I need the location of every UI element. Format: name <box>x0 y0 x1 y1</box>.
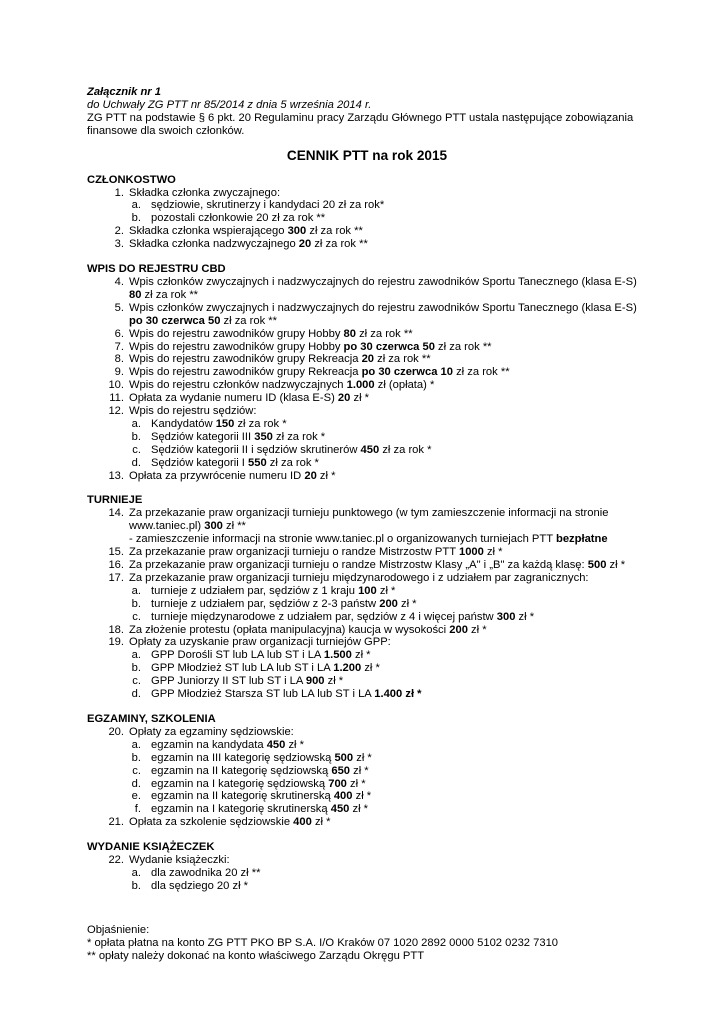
text-segment: zł * <box>361 662 380 675</box>
item-number: d. <box>131 456 141 469</box>
text-segment: Wpis do rejestru zawodników grupy Hobby <box>129 340 344 353</box>
list-item <box>87 559 647 572</box>
item-text <box>87 353 647 366</box>
item-text <box>87 444 647 457</box>
text-segment: Wpis do rejestru zawodników grupy Rekreacja <box>129 366 362 379</box>
item-number: 13. <box>108 469 124 482</box>
item-number: d. <box>131 688 141 701</box>
explanation-heading: Objaśnienie: <box>87 924 150 936</box>
text-segment: zł * <box>349 803 369 816</box>
text-segment: turnieje z udziałem par, sędziów z 1 kraju <box>151 584 359 597</box>
text-segment: zł * <box>350 764 369 777</box>
item-text <box>87 752 647 765</box>
list-item <box>87 572 647 585</box>
item-text <box>87 238 647 251</box>
text-segment: egzamin na I kategorię sędziowską <box>151 777 329 790</box>
text-segment: Opłaty za uzyskanie praw organizacji turniejów GPP: <box>129 636 391 649</box>
text-segment: Sędziów kategorii II i sędziów skrutinerów <box>151 443 361 456</box>
sub-item <box>87 212 647 225</box>
section <box>87 713 647 829</box>
price-value: po 30 czerwca 10 <box>361 366 453 379</box>
document-page <box>87 86 647 893</box>
item-number: b. <box>131 212 141 225</box>
text-segment: zł * <box>351 649 371 662</box>
price-value: 900 <box>305 675 325 688</box>
text-segment: zł * <box>483 546 503 559</box>
section-heading: TURNIEJE <box>87 494 143 507</box>
item-text <box>87 559 647 572</box>
item-text <box>87 739 647 752</box>
text-segment: Wpis członków zwyczajnych i nadzwyczajnych do rejestru zawodników Sportu Tanecznego (klasa E-S) <box>129 275 637 288</box>
price-value: 200 <box>379 597 398 610</box>
text-segment: zł za rok * <box>379 443 432 456</box>
item-number: 22. <box>108 854 124 867</box>
price-value: po 30 czerwca 50 <box>343 340 435 353</box>
text-segment: zł * <box>311 816 331 829</box>
item-text <box>87 675 647 688</box>
text-segment: zł ** <box>222 520 246 533</box>
sub-item <box>87 611 647 624</box>
item-text <box>87 405 647 418</box>
sub-item <box>87 418 647 431</box>
price-value: 500 <box>587 559 607 571</box>
price-value: 80 <box>129 288 142 301</box>
sub-item <box>87 675 647 688</box>
item-number: d. <box>131 777 141 790</box>
list-item <box>87 392 647 405</box>
text-segment: turnieje międzynarodowe z udziałem par, sędziów z 4 i więcej państw <box>151 610 497 623</box>
text-segment: Sędziów kategorii III <box>151 430 255 443</box>
sub-item <box>87 662 647 675</box>
section <box>87 841 647 893</box>
text-segment: zł * <box>346 777 366 790</box>
item-number: c. <box>132 443 141 456</box>
text-segment: Wpis członków zwyczajnych i nadzwyczajnych do rejestru zawodników Sportu Tanecznego (klasa E-S) <box>129 301 637 314</box>
list-item <box>87 636 647 649</box>
annex-title: Załącznik nr 1 <box>87 86 161 98</box>
item-number: a. <box>131 584 141 597</box>
text-segment: Kandydatów <box>151 417 216 430</box>
sub-item <box>87 688 647 701</box>
item-number: b. <box>131 662 141 675</box>
item-text <box>87 867 647 880</box>
sub-item <box>87 649 647 662</box>
item-number: b. <box>131 879 141 892</box>
text-segment: egzamin na kandydata <box>151 738 267 751</box>
text-segment: zł za rok * <box>272 430 326 443</box>
text-segment: GPP Juniorzy II ST lub ST i LA <box>151 675 306 688</box>
item-text <box>87 816 647 829</box>
text-segment: zł za rok * <box>266 456 319 469</box>
text-segment: Za przekazanie praw organizacji turnieju o randze Mistrzostw PTT <box>129 546 459 559</box>
price-value: 80 <box>343 327 356 340</box>
item-number: b. <box>131 430 141 443</box>
text-segment: Wpis do rejestru zawodników grupy Hobby <box>129 327 344 340</box>
text-segment: turnieje z udziałem par, sędziów z 2-3 państw <box>151 597 380 610</box>
text-segment: zł * <box>376 584 396 597</box>
text-segment: Składka członka zwyczajnego: <box>129 186 281 199</box>
price-value: bezpłatne <box>555 533 608 546</box>
list-item <box>87 379 647 392</box>
text-segment: zł za rok ** <box>141 288 199 301</box>
item-number: e. <box>131 790 141 803</box>
text-segment: Opłata za przywrócenie numeru ID <box>129 469 305 482</box>
section <box>87 263 647 482</box>
item-number: 20. <box>108 725 124 738</box>
price-value: 400 <box>293 816 312 829</box>
text-segment: zł za rok ** <box>311 238 368 251</box>
item-text <box>87 225 647 238</box>
item-text <box>87 457 647 470</box>
sub-item <box>87 585 647 598</box>
sub-item <box>87 457 647 470</box>
text-segment: Za przekazanie praw organizacji turnieju o randze Mistrzostw Klasy „A" i „B" za każdą klasę: <box>129 559 588 571</box>
text-segment: zł * <box>350 392 370 405</box>
text-segment: zł * <box>353 751 372 764</box>
sub-item <box>87 752 647 765</box>
item-number: c. <box>132 610 141 623</box>
item-text <box>87 533 647 546</box>
item-text <box>87 546 647 559</box>
list-item <box>87 187 647 200</box>
text-segment: GPP Młodzież Starsza ST lub LA lub ST i LA <box>151 688 375 701</box>
price-value: 450 <box>360 443 380 456</box>
item-text <box>87 880 647 893</box>
list-item <box>87 533 647 546</box>
explanation-block <box>87 924 647 963</box>
price-value: 20 <box>337 392 351 405</box>
text-segment: Składka członka wspierającego <box>129 225 288 238</box>
text-segment: Wpis do rejestru sędziów: <box>129 405 257 418</box>
item-number: b. <box>131 751 141 764</box>
item-text <box>87 328 647 341</box>
text-segment: zł za rok ** <box>306 225 363 238</box>
price-value: 20 <box>298 238 312 251</box>
list-item <box>87 366 647 379</box>
sub-item <box>87 199 647 212</box>
item-number: 14. <box>108 507 124 520</box>
item-text <box>87 507 647 533</box>
list-item <box>87 624 647 637</box>
item-text <box>87 379 647 392</box>
list-item <box>87 507 647 533</box>
document-title: CENNIK PTT na rok 2015 <box>286 147 448 163</box>
text-segment: zł * <box>352 790 372 803</box>
price-value: 300 <box>496 610 516 623</box>
section-heading: WYDANIE KSIĄŻECZEK <box>87 841 215 854</box>
price-value: 100 <box>358 584 377 597</box>
item-number: a. <box>131 649 141 662</box>
item-number: 8. <box>114 353 124 366</box>
text-segment: zł * <box>397 597 417 610</box>
text-segment: zł za rok ** <box>374 353 431 366</box>
list-item <box>87 470 647 483</box>
price-value: 450 <box>330 803 350 816</box>
text-segment: dla sędziego 20 zł * <box>151 879 249 892</box>
text-segment: zł * <box>467 623 487 636</box>
price-value: 350 <box>254 430 273 443</box>
item-number: b. <box>131 597 141 610</box>
sub-item <box>87 765 647 778</box>
section-heading: EGZAMINY, SZKOLENIA <box>87 712 216 725</box>
item-number: a. <box>131 199 141 212</box>
text-segment: Wpis do rejestru członków nadzwyczajnych <box>129 379 347 392</box>
item-text <box>87 778 647 791</box>
section-heading: WPIS DO REJESTRU CBD <box>87 263 226 276</box>
text-segment: Sędziów kategorii I <box>151 456 249 469</box>
price-value: 20 <box>361 353 375 366</box>
text-segment: zł * <box>316 469 336 482</box>
text-segment: Wydanie książeczki: <box>129 854 230 867</box>
text-segment: GPP Dorośli ST lub LA lub ST i LA <box>151 649 324 662</box>
sub-item <box>87 803 647 816</box>
item-text <box>87 212 647 225</box>
item-number: a. <box>131 738 141 751</box>
list-item <box>87 353 647 366</box>
item-text <box>87 790 647 803</box>
section-heading: CZŁONKOSTWO <box>87 173 176 186</box>
item-number: 2. <box>114 225 124 238</box>
resolution-reference: do Uchwały ZG PTT nr 85/2014 z dnia 5 września 2014 r. <box>87 98 372 111</box>
price-value: 1.200 <box>333 662 362 675</box>
price-value: 550 <box>248 456 267 469</box>
item-number: 10. <box>108 379 124 392</box>
sub-item <box>87 598 647 611</box>
item-text <box>87 636 647 649</box>
list-item <box>87 302 647 328</box>
item-text <box>87 662 647 675</box>
item-text <box>87 276 647 302</box>
item-text <box>87 366 647 379</box>
sub-item <box>87 880 647 893</box>
item-number: 11. <box>109 392 124 405</box>
item-number: c. <box>132 764 141 777</box>
sub-item <box>87 867 647 880</box>
list-item <box>87 276 647 302</box>
item-number: 9. <box>114 366 124 379</box>
item-number: 3. <box>114 238 124 251</box>
list-item <box>87 405 647 418</box>
item-number: 16. <box>108 559 124 571</box>
text-segment: Opłaty za egzaminy sędziowskie: <box>129 725 294 738</box>
text-segment: dla zawodnika 20 zł ** <box>151 866 261 879</box>
list-item <box>87 238 647 251</box>
item-text <box>87 803 647 816</box>
list-item <box>87 726 647 739</box>
item-number: 17. <box>108 571 124 584</box>
price-value: po 30 czerwca 50 <box>129 314 221 327</box>
text-segment: GPP Młodzież ST lub LA lub ST i LA <box>151 662 334 675</box>
text-segment: egzamin na II kategorię skrutinerską <box>151 790 334 803</box>
sub-item <box>87 790 647 803</box>
text-segment: zł za rok ** <box>434 340 492 353</box>
text-segment: zł * <box>606 559 626 571</box>
item-number: f. <box>134 803 141 816</box>
price-value: 650 <box>331 764 351 777</box>
item-text <box>87 765 647 778</box>
price-list <box>87 174 647 893</box>
sub-item <box>87 444 647 457</box>
item-text <box>87 598 647 611</box>
item-number: a. <box>131 866 141 879</box>
item-text <box>87 199 647 212</box>
item-number: 21. <box>108 816 124 829</box>
item-text <box>87 572 647 585</box>
item-text <box>87 341 647 354</box>
item-text <box>87 624 647 637</box>
text-segment: egzamin na II kategorię sędziowską <box>151 764 332 777</box>
text-segment: Składka członka nadzwyczajnego <box>129 238 299 251</box>
section <box>87 494 647 701</box>
sub-item <box>87 431 647 444</box>
item-text <box>87 688 647 701</box>
item-text <box>87 854 647 867</box>
text-segment: - zamieszczenie informacji na stronie www.taniec.pl o organizowanych turniejach PTT <box>129 533 556 546</box>
item-number: 19. <box>108 636 124 649</box>
text-segment: Za przekazanie praw organizacji turnieju punktowego (w tym zamieszczenie informacji na stronie www.taniec.pl) <box>129 507 609 533</box>
text-segment: zł * <box>515 610 535 623</box>
text-segment: zł * <box>285 738 305 751</box>
price-value: 400 <box>333 790 353 803</box>
price-value: 1.000 <box>346 379 375 392</box>
text-segment: sędziowie, skrutinerzy i kandydaci 20 zł za rok* <box>151 199 385 212</box>
item-number: c. <box>132 675 141 688</box>
price-value: 200 <box>449 623 468 636</box>
price-value: 20 <box>304 469 317 482</box>
list-item <box>87 225 647 238</box>
price-value: 450 <box>266 738 286 751</box>
text-segment: egzamin na I kategorię skrutinerską <box>151 803 331 816</box>
price-value: 500 <box>334 751 354 764</box>
list-item <box>87 341 647 354</box>
explanation-line-1: * opłata płatna na konto ZG PTT PKO BP S.A. I/O Kraków 07 1020 2892 0000 5102 0232 7310 <box>87 936 559 949</box>
section <box>87 174 647 251</box>
item-text <box>87 418 647 431</box>
price-value: 1000 <box>458 546 484 559</box>
text-segment: zł (opłata) * <box>374 379 435 392</box>
price-value: 300 <box>204 520 223 533</box>
item-number: 1. <box>114 186 124 199</box>
item-text <box>87 649 647 662</box>
price-value: 1.400 zł * <box>374 688 422 701</box>
list-item <box>87 816 647 829</box>
price-value: 150 <box>215 417 235 430</box>
text-segment: Opłata za szkolenie sędziowskie <box>129 816 294 829</box>
text-segment: zł za rok * <box>234 417 287 430</box>
item-text <box>87 726 647 739</box>
text-segment: zł za rok ** <box>220 314 277 327</box>
price-value: 300 <box>287 225 307 238</box>
item-text <box>87 431 647 444</box>
text-segment: zł za rok ** <box>452 366 510 379</box>
explanation-line-2: ** opłaty należy dokonać na konto właściwego Zarządu Okręgu PTT <box>87 949 425 962</box>
item-number: a. <box>131 417 141 430</box>
item-number: 6. <box>114 327 124 340</box>
sub-item <box>87 739 647 752</box>
text-segment: zł za rok ** <box>355 327 413 340</box>
text-segment: pozostali członkowie 20 zł za rok ** <box>151 212 326 225</box>
list-item <box>87 854 647 867</box>
item-number: 18. <box>108 623 124 636</box>
item-number: 15. <box>108 546 124 559</box>
sub-item <box>87 778 647 791</box>
item-text <box>87 611 647 624</box>
item-text <box>87 187 647 200</box>
text-segment: Za złożenie protestu (opłata manipulacyjna) kaucja w wysokości <box>129 623 450 636</box>
item-number: 12. <box>108 405 124 418</box>
list-item <box>87 546 647 559</box>
item-number: 5. <box>114 301 124 314</box>
item-text <box>87 470 647 483</box>
text-segment: egzamin na III kategorię sędziowską <box>151 751 335 764</box>
item-number: 7. <box>114 340 124 353</box>
price-value: 700 <box>328 777 347 790</box>
text-segment: Opłata za wydanie numeru ID (klasa E-S) <box>129 392 338 405</box>
intro-paragraph: ZG PTT na podstawie § 6 pkt. 20 Regulaminu pracy Zarządu Głównego PTT ustala następujące zobowiązania finansowe dla swoich członków. <box>87 111 634 137</box>
price-value: 1.500 <box>323 649 352 662</box>
item-text <box>87 585 647 598</box>
item-number: 4. <box>114 275 124 288</box>
item-text <box>87 392 647 405</box>
text-segment: Wpis do rejestru zawodników grupy Rekreacja <box>129 353 362 366</box>
text-segment: zł * <box>324 675 344 688</box>
item-text <box>87 302 647 328</box>
list-item <box>87 328 647 341</box>
text-segment: Za przekazanie praw organizacji turnieju międzynarodowego i z udziałem par zagranicznych: <box>129 571 589 584</box>
